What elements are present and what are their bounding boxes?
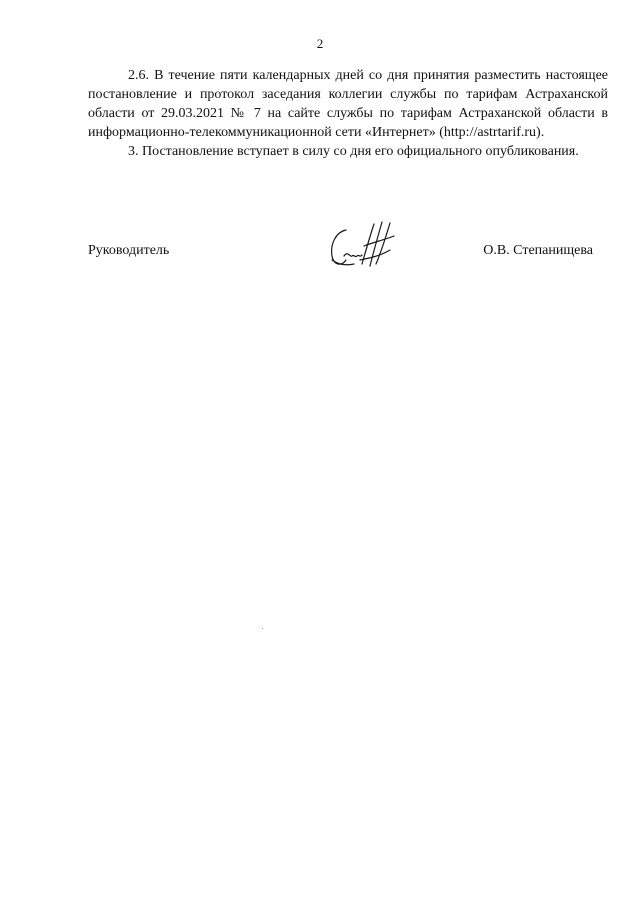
paragraph-text: В течение пяти календарных дней со дня принятия разместить настоящее постановление и протокол заседания коллегии службы по тарифам Астраханской области от 29.03.2021 № 7 на сайте службы по тарифам Астраханской области в информационно-телекоммуникационной сети «Интернет» (http://astrtarif.ru). bbox=[88, 68, 608, 140]
paragraph-number: 2.6. bbox=[128, 68, 149, 83]
paragraph-number: 3. bbox=[128, 144, 139, 159]
paragraph-text: Постановление вступает в силу со дня его официального опубликования. bbox=[142, 144, 579, 159]
paragraph-2-6 bbox=[88, 66, 608, 142]
signer-position: Руководитель bbox=[88, 243, 170, 258]
document-body bbox=[88, 66, 608, 161]
handwritten-signature bbox=[324, 220, 404, 272]
page-number: 2 bbox=[316, 36, 324, 51]
scan-speck bbox=[262, 628, 263, 629]
signer-name: О.В. Степанищева bbox=[483, 243, 593, 258]
paragraph-3 bbox=[88, 142, 608, 161]
signature-block bbox=[88, 238, 593, 278]
